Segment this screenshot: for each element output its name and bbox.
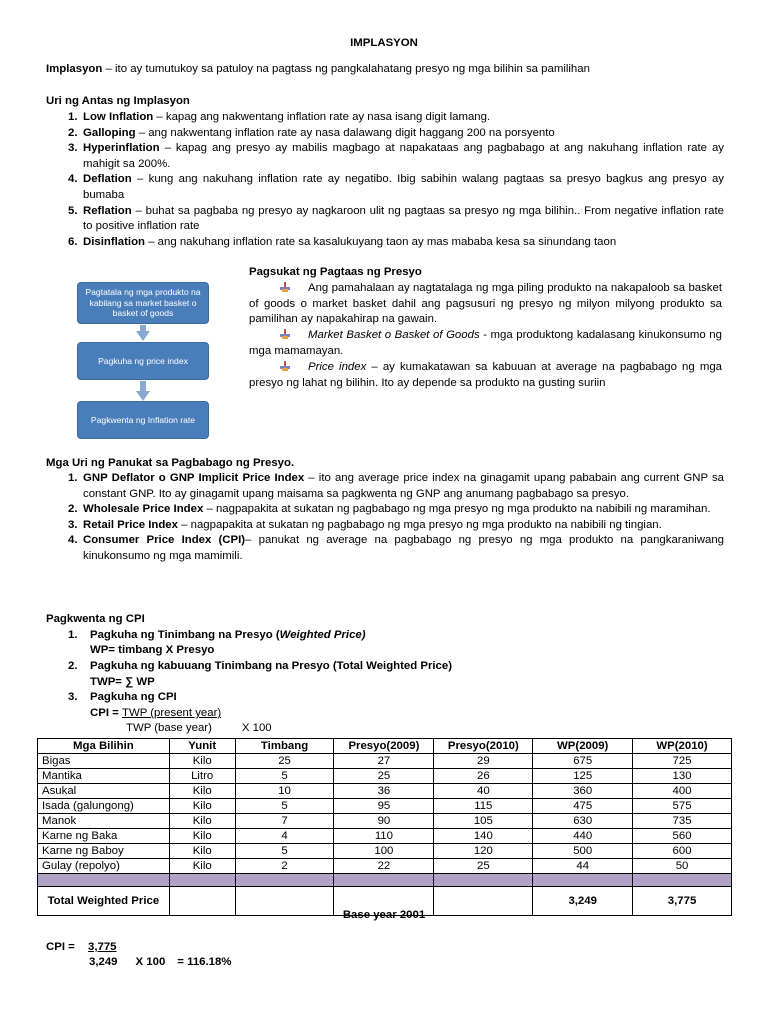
- cpi-formula-denominator: TWP (base year) X 100: [126, 722, 272, 734]
- definition-term: Implasyon: [46, 63, 103, 75]
- table-row: Karne ng Baka Kilo 4 110 140 440 560: [38, 829, 732, 844]
- list-item: 6. Disinflation – ang nakuhang inflation rate sa kasalukuyang taon ay mas mababa kesa sa sinundang taon: [68, 235, 617, 248]
- page-title: IMPLASYON: [350, 37, 418, 49]
- measure-paragraph-2: Market Basket o Basket of Goods - mga produktong kadalasang kinukonsumo ng mga mamamayan.: [249, 329, 722, 357]
- indices-heading: Mga Uri ng Panukat sa Pagbabago ng Presyo.: [46, 457, 295, 469]
- definition: [46, 62, 736, 78]
- flow-arrow-icon: [136, 391, 150, 401]
- table-row: Gulay (repolyo) Kilo 2 22 25 44 50: [38, 859, 732, 874]
- list-item: 2. Wholesale Price Index – nagpapakita at sukatan ng pagbabago ng mga presyo ng mga produkto na nabibili ng maramihan.: [68, 503, 711, 516]
- types-list: [46, 110, 724, 250]
- cpi-step-3: Pagkuha ng CPI: [90, 691, 177, 703]
- result-denominator: 3,249 X 100 = 116.18%: [89, 956, 232, 968]
- list-item: 1. GNP Deflator o GNP Implicit Price Index – ito ang average price index na ginagamit upang pababain ang current GNP sa constant GNP. Ito ay ginagamit upang maisama sa pagkwenta ng GNP ang anumang pagbabago sa presyo.: [68, 472, 724, 500]
- definition-text: – ito ay tumutukoy sa patuloy na pagtass ng pangkalahatang presyo ng mga bilihin sa pamilihan: [102, 63, 590, 75]
- list-item: 2. Galloping – ang nakwentang inflation rate ay nasa dalawang digit haggang 200 na porsyento: [68, 126, 555, 139]
- list-item: 3. Hyperinflation – kapag ang presyo ay mabilis magbago at napakataas ang pagbabago at ang nakuhang inflation rate ay mahigit sa 200%.: [68, 142, 724, 170]
- flow-box-basket: Pagtatala ng mga produkto na kabilang sa market basket o basket of goods: [77, 282, 209, 324]
- cpi-formula: CPI = TWP (present year): [90, 707, 222, 719]
- table-row: Manok Kilo 7 90 105 630 735: [38, 814, 732, 829]
- table-row: Bigas Kilo 25 27 29 675 725: [38, 754, 732, 769]
- price-table: [37, 738, 732, 916]
- cpi-step-3-num: 3.: [68, 691, 78, 703]
- flow-arrow-icon: [136, 331, 150, 341]
- list-item: 4. Consumer Price Index (CPI)– panukat ng average na pagbabago ng presyo ng mga produkto na pangkaraniwang kinukonsumo ng mga mamimili.: [68, 534, 724, 562]
- flow-box-inflation-rate: Pagkwenta ng Inflation rate: [77, 401, 209, 439]
- cpi-step-1: Pagkuha ng Tinimbang na Presyo (Weighted Price): [90, 629, 366, 641]
- indices-list: [46, 471, 724, 565]
- cpi-step-2-formula: TWP= ∑ WP: [90, 676, 155, 688]
- bullet-icon: [280, 361, 290, 371]
- cpi-step-2: Pagkuha ng kabuuang Tinimbang na Presyo (Total Weighted Price): [90, 660, 453, 672]
- table-row: Isada (galungong) Kilo 5 95 115 475 575: [38, 799, 732, 814]
- table-separator-row: [38, 874, 732, 887]
- table-caption: Base year 2001: [342, 909, 426, 921]
- result-formula: CPI = 3,775: [46, 941, 117, 953]
- list-item: 5. Reflation – buhat sa pagbaba ng presyo ay nagkaroon ulit ng pagtaas sa presyo ng mga bilihin.. From negative inflation rate to positive inflation rate: [68, 204, 724, 233]
- flow-box-price-index: Pagkuha ng price index: [77, 342, 209, 380]
- measure-heading: Pagsukat ng Pagtaas ng Presyo: [249, 266, 422, 278]
- measure-paragraph-1: Ang pamahalaan ay nagtatalaga ng mga piling produkto na nakapaloob sa basket of goods o market basket dahil ang pagsusuri ng presyo ng milyon milyong produkto sa pamilihan ay napakahirap na gawain.: [249, 282, 722, 326]
- cpi-heading: Pagkwenta ng CPI: [46, 613, 145, 625]
- bullet-icon: [280, 329, 290, 339]
- list-item: 1. Low Inflation – kapag ang nakwentang inflation rate ay nasa isang digit lamang.: [68, 111, 491, 123]
- cpi-step-2-num: 2.: [68, 660, 78, 672]
- table-total-row: Total Weighted Price 3,249 3,775: [38, 887, 732, 916]
- types-heading: Uri ng Antas ng Implasyon: [46, 95, 190, 107]
- table-row: Asukal Kilo 10 36 40 360 400: [38, 784, 732, 799]
- flow-arrow-stem: [140, 381, 146, 391]
- cpi-step-1-formula: WP= timbang X Presyo: [90, 644, 215, 656]
- table-row: Karne ng Baboy Kilo 5 100 120 500 600: [38, 844, 732, 859]
- bullet-icon: [280, 282, 290, 292]
- measure-paragraph-3: Price index – ay kumakatawan sa kabuuan at average na pagbabago ng mga presyo ng lahat ng bilihin. Ito ay depende sa produkto na gusting suriin: [249, 361, 722, 389]
- list-item: 3. Retail Price Index – nagpapakita at sukatan ng pagbabago ng mga presyo ng mga produkto na nabibili ng tingian.: [68, 518, 662, 531]
- list-item: 4. Deflation – kung ang nakuhang inflation rate ay negatibo. Ibig sabihin walang pagtaas sa presyo bagkus ang presyo ay bumaba: [68, 173, 724, 201]
- cpi-step-1-num: 1.: [68, 629, 78, 641]
- table-header-row: Mga Bilihin Yunit Timbang Presyo(2009) Presyo(2010) WP(2009) WP(2010): [38, 739, 732, 754]
- table-row: Mantika Litro 5 25 26 125 130: [38, 769, 732, 784]
